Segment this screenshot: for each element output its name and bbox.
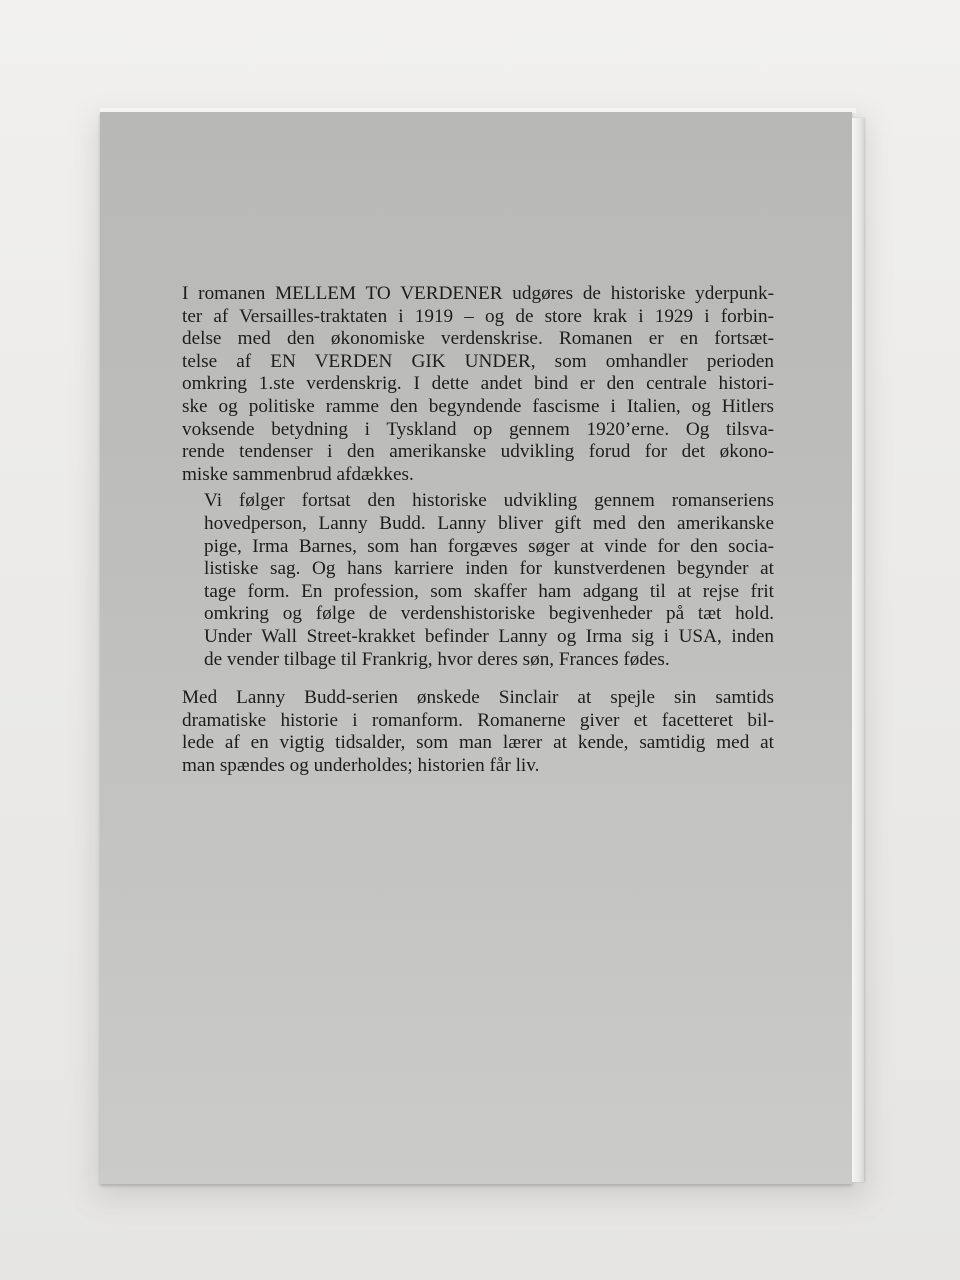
blurb-line: Under Wall Street-krakket befinder Lanny og Irma sig i USA, inden bbox=[204, 625, 774, 647]
blurb-line: tage form. En profession, som skaffer ham adgang til at rejse frit bbox=[204, 580, 774, 602]
blurb-line: Med Lanny Budd-serien ønskede Sinclair at spejle sin samtids bbox=[182, 687, 774, 709]
blurb-line: omkring 1.ste verdenskrig. I dette andet bind er den centrale histori- bbox=[182, 373, 774, 395]
blurb-line: de vender tilbage til Frankrig, hvor deres søn, Frances fødes. bbox=[204, 648, 670, 670]
blurb-line: listiske sag. Og hans karriere inden for kunstverdenen begynder at bbox=[204, 558, 774, 580]
blurb-line: ske og politiske ramme den begyndende fascisme i Italien, og Hitlers bbox=[182, 395, 774, 417]
blurb-line: I romanen MELLEM TO VERDENER udgøres de historiske yderpunk- bbox=[182, 283, 774, 304]
blurb-line: ter af Versailles-traktaten i 1919 – og de store krak i 1929 i forbin- bbox=[182, 305, 774, 327]
blurb-paragraph-1 bbox=[182, 283, 774, 486]
back-cover-blurb bbox=[182, 283, 774, 777]
blurb-line: man spændes og underholdes; historien får liv. bbox=[182, 754, 540, 776]
blurb-line: pige, Irma Barnes, som han forgæves søger at vinde for den socia- bbox=[204, 535, 774, 557]
blurb-line: delse med den økonomiske verdenskrise. Romanen er en fortsæt- bbox=[182, 328, 774, 350]
blurb-line: dramatiske historie i romanform. Romanerne giver et facetteret bil- bbox=[182, 709, 774, 731]
blurb-paragraph-2 bbox=[182, 490, 774, 671]
blurb-line: miske sammenbrud afdækkes. bbox=[182, 463, 414, 485]
blurb-paragraph-3 bbox=[182, 687, 774, 777]
blurb-line: telse af EN VERDEN GIK UNDER, som omhandler perioden bbox=[182, 350, 774, 372]
blurb-line: voksende betydning i Tyskland op gennem 1920’erne. Og tilsva- bbox=[182, 418, 774, 440]
book-page-edge bbox=[852, 118, 864, 1182]
blurb-line: lede af en vigtig tidsalder, som man lærer at kende, samtidig med at bbox=[182, 732, 774, 754]
blurb-line: Vi følger fortsat den historiske udvikling gennem romanseriens bbox=[204, 490, 774, 512]
blurb-line: omkring og følge de verdenshistoriske begivenheder på tæt hold. bbox=[204, 603, 774, 625]
blurb-line: rende tendenser i den amerikanske udvikling forud for det økono- bbox=[182, 441, 774, 463]
blurb-line: hovedperson, Lanny Budd. Lanny bliver gift med den amerikanske bbox=[204, 512, 774, 534]
